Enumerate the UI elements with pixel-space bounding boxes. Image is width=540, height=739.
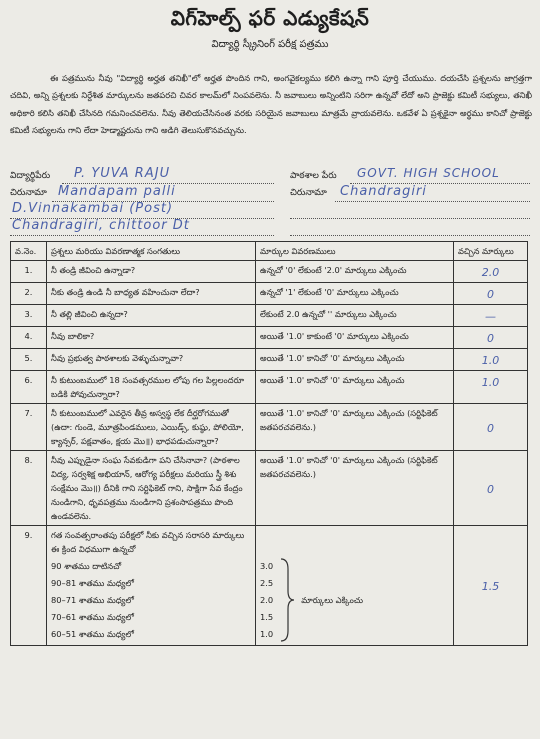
- score-value: —: [485, 310, 496, 323]
- student-address-value-1: Mandapam palli: [58, 184, 176, 199]
- table-row: [11, 305, 528, 327]
- form-title: విగ్‌హెల్ప్ ఫర్ ఎడ్యుకేషన్: [170, 6, 370, 30]
- row-score: [454, 305, 528, 327]
- table-row: [11, 349, 528, 371]
- row-score: [454, 526, 528, 646]
- student-address-value-3: Chandragiri, chittoor Dt: [12, 218, 190, 233]
- screening-table: [10, 241, 528, 646]
- score-value: 1.0: [481, 354, 500, 367]
- table-row: [11, 371, 528, 404]
- table-header-row: [11, 242, 528, 261]
- student-address-label: చిరునామా: [10, 188, 47, 198]
- student-name-label: విద్యార్థిపేరు: [10, 171, 51, 181]
- row-score: [454, 349, 528, 371]
- row-number: 6.: [11, 371, 47, 404]
- row-criteria: [256, 526, 454, 646]
- score-value: 1.5: [481, 580, 500, 593]
- band-mark: 1.5: [260, 611, 274, 622]
- band-marks: [260, 558, 273, 643]
- row-score: [454, 261, 528, 283]
- header-criteria: మార్కుల వివరణములు: [256, 242, 454, 261]
- row-question: నీవు ప్రభుత్వ పాఠశాలకు వెళ్ళుచున్నావా?: [47, 349, 256, 371]
- score-value: 0: [487, 482, 494, 496]
- band-mark: 2.5: [260, 577, 274, 588]
- band-item: 80–71 శాతము మధ్యలో: [51, 595, 134, 605]
- school-address-line-1: [335, 201, 530, 202]
- table-row: [11, 404, 528, 451]
- student-address-line-3: [10, 235, 274, 236]
- row-criteria: అయితే '1.0' కాకుంటే '0' మార్కులు ఎక్కించు: [256, 327, 454, 349]
- row-criteria: లేకుంటే 2.0 ఉన్నచో '' మార్కులు ఎక్కించు: [256, 305, 454, 327]
- band-item: 90–81 శాతము మధ్యలో: [51, 578, 134, 588]
- band-item: 60–51 శాతము మధ్యలో: [51, 629, 134, 639]
- row-number: 9.: [11, 526, 47, 646]
- header-serial: వ.నెం.: [11, 242, 47, 261]
- row-question-text: గత సంవత్సరాంతపు పరీక్షలో నీకు వచ్చిన సరాసరి మార్కులు ఈ క్రింద విధముగా ఉన్నచో: [51, 530, 245, 554]
- row-question: నీవు బాలికా?: [47, 327, 256, 349]
- row-criteria: అయితే '1.0' కానిచో '0' మార్కులు ఎక్కించు (సర్టిఫికెట్ జతపరచవలెను.): [256, 404, 454, 451]
- header-score: వచ్చిన మార్కులు: [454, 242, 528, 261]
- row-question: [47, 526, 256, 646]
- table-row: [11, 451, 528, 526]
- row-score: [454, 283, 528, 305]
- table-row: [11, 327, 528, 349]
- row-number: 1.: [11, 261, 47, 283]
- school-address-label: చిరునామా: [290, 188, 327, 198]
- band-list: [51, 558, 251, 643]
- row-criteria: అయితే '1.0' కానిచో '0' మార్కులు ఎక్కించు: [256, 349, 454, 371]
- band-item: 70–61 శాతము మధ్యలో: [51, 612, 134, 622]
- row-number: 4.: [11, 327, 47, 349]
- curly-brace-icon: [279, 557, 295, 643]
- band-mark: 2.0: [260, 594, 274, 605]
- band-mark: 1.0: [260, 628, 274, 639]
- table-row: [11, 526, 528, 646]
- band-criteria-text: మార్కులు ఎక్కించు: [301, 595, 364, 605]
- row-question: నీ కుటుంబములో ఎవరైన తీవ్ర అస్వస్థ లేక దీర్ఘరోగముతో (ఉదా: గుండె, మూత్రపిండములు, ఎయిడ్స్, కుష్ఠు, పోలియో, క్యాన్సర్, పక్షవాతం, క్షయ మొ॥) భాధపడుచున్నారా?: [47, 404, 256, 451]
- table-row: [11, 283, 528, 305]
- school-address-value: Chandragiri: [340, 184, 427, 199]
- school-address-line-2: [290, 218, 530, 219]
- row-number: 5.: [11, 349, 47, 371]
- student-address-value-2: D.Vinnakambai (Post): [12, 201, 174, 216]
- row-question: నీ తల్లి జీవించి ఉన్నదా?: [47, 305, 256, 327]
- header-question: ప్రశ్నలు మరియు వివరణాత్మక సంగతులు: [47, 242, 256, 261]
- row-number: 8.: [11, 451, 47, 526]
- row-number: 2.: [11, 283, 47, 305]
- row-score: [454, 451, 528, 526]
- school-address-line-3: [290, 235, 530, 236]
- row-question: నీకు తండ్రి ఉండి నీ బాధ్యత వహించునా లేదా?: [47, 283, 256, 305]
- band-mark: 3.0: [260, 560, 274, 571]
- score-value: 0: [487, 421, 494, 435]
- school-name-value: GOVT. HIGH SCHOOL: [357, 166, 500, 180]
- row-criteria: ఉన్నచో '0' లేకుంటే '2.0' మార్కులు ఎక్కించు: [256, 261, 454, 283]
- form-subtitle: విద్యార్థి స్క్రీనింగ్ పరీక్ష పత్రము: [211, 39, 329, 50]
- score-value: 0: [487, 288, 494, 301]
- row-question: నీవు ఎప్పుడైనా సంఘ సేవకుడిగా పని చేసినావా? (పాఠశాల విద్య, సర్వశిక్ష అభియాన్, ఆరోగ్య పరీక్షలు మరియు స్త్రీ శిశు సంక్షేమం మొ॥) దీనికి గాని సర్టిఫికెట్ గాని, సాక్షిగా సేవ కేంద్రం నుండిగాని, ధృవపత్రము నుండిగాని ప్రశంసాపత్రము పొంది ఉండవలెను.: [47, 451, 256, 526]
- score-value: 0: [487, 332, 494, 345]
- score-value: 1.0: [481, 376, 500, 389]
- row-score: [454, 371, 528, 404]
- band-marks-block: [260, 557, 449, 643]
- row-question: నీ కుటుంబములో 18 సంవత్సరముల లోపు గల పిల్లలందరూ బడికి పోవుచున్నారా?: [47, 371, 256, 404]
- row-question: నీ తండ్రి జీవించి ఉన్నాడా?: [47, 261, 256, 283]
- band-item: 90 శాతము దాటినచో: [51, 561, 122, 571]
- student-name-value: P. YUVA RAJU: [74, 166, 171, 181]
- row-criteria: అయితే '1.0' కానిచో '0' మార్కులు ఎక్కించు: [256, 371, 454, 404]
- school-name-label: పాఠశాల పేరు: [290, 171, 337, 181]
- row-score: [454, 327, 528, 349]
- instructions-paragraph: ఈ పత్రమును నీవు "విద్యార్థి అర్హత తనిఖీ"లో అర్హత పొందిన గాని, అంగవైకల్యము కలిగి ఉన్నా గాని పూర్తి చేయుము. దయచేసి ప్రశ్నలను జాగ్రత్తగా చదివి, అన్ని ప్రశ్నలకు నిర్దేశిత మార్కులను జతపరచి చివర కాలమ్‌లో నింపవలెను. నీ జవాబులు అన్నింటిని సరిగా ఉన్నవో లేదో అని ప్రాజెక్టు కమిటీ సభ్యులు, తనిఖీ అధికారి కలిసి తనిఖీ చేసినది గమనించవలెను. నీవు తెలియచేసినంత వరకు సరియైన జవాబులు మాత్రమే వ్రాయవలెను. ఒకవేళ ఏ ప్రశ్నకైనా అర్థము కానిచో ప్రాజెక్టు కమిటీ సభ్యులను గాని లేదా హెడ్మాష్టరును గాని అడిగి తెలుసుకొనవచ్చును.: [10, 73, 532, 135]
- row-number: 3.: [11, 305, 47, 327]
- table-row: [11, 261, 528, 283]
- row-criteria: అయితే '1.0' కానిచో '0' మార్కులు ఎక్కించు (సర్టిఫికెట్ జతపరచవలెను.): [256, 451, 454, 526]
- row-number: 7.: [11, 404, 47, 451]
- row-score: [454, 404, 528, 451]
- score-value: 2.0: [481, 266, 500, 279]
- row-criteria: ఉన్నచో '1' లేకుంటే '0' మార్కులు ఎక్కించు: [256, 283, 454, 305]
